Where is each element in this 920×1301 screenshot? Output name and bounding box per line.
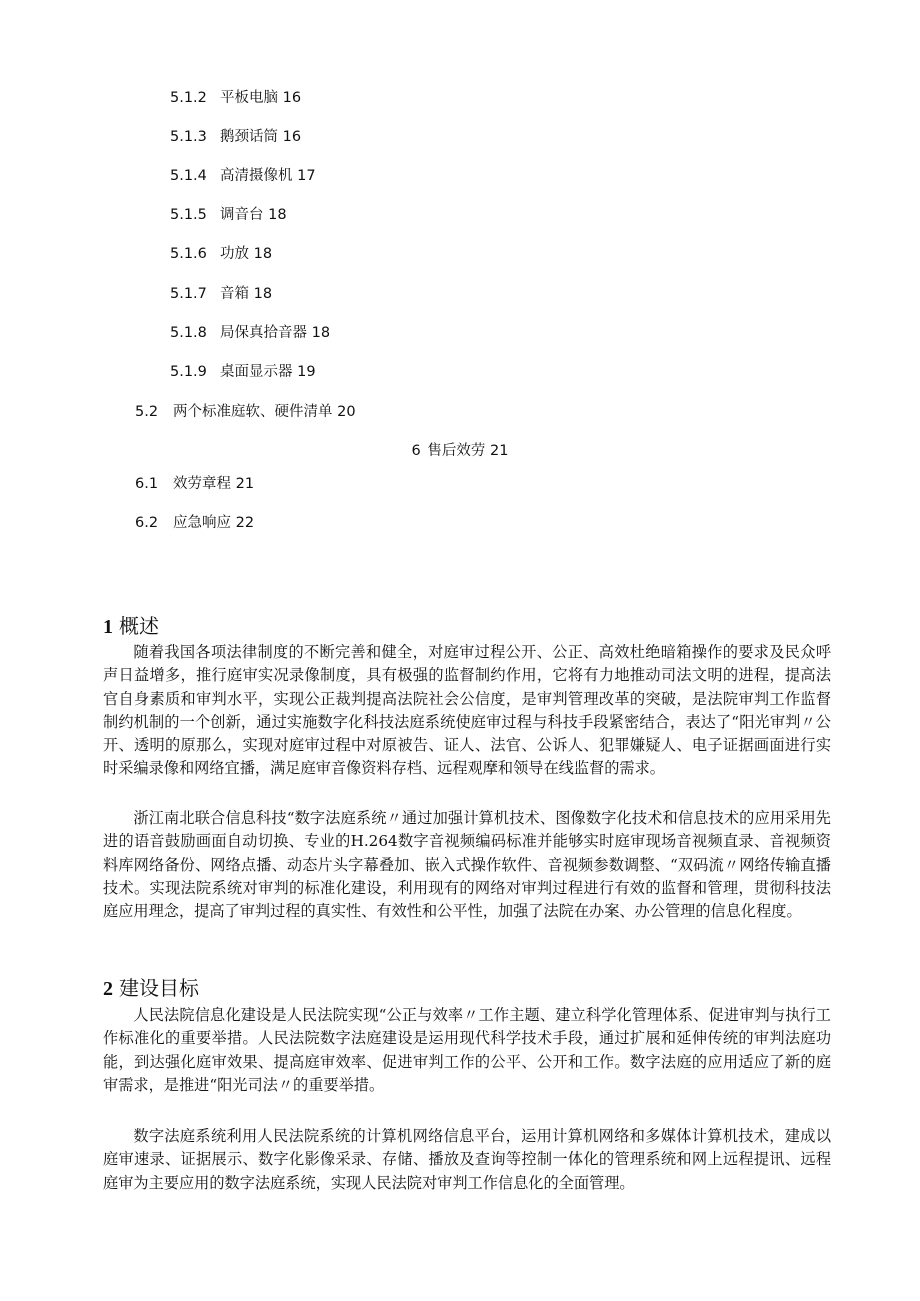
section-heading [103,975,199,1002]
toc-entry[interactable] [170,284,272,304]
toc-entry[interactable] [170,88,301,108]
toc-entry-number: 6.1 [135,476,159,492]
toc-entry-title: 高清摄像机 [220,168,293,184]
toc-entry-page: 22 [235,515,255,531]
section-heading [103,613,159,640]
toc-entry-title: 功放 [220,246,249,262]
toc-entry[interactable] [170,244,272,264]
toc-entry-number: 5.2 [135,404,159,420]
toc-entry[interactable] [170,362,316,382]
toc-entry-number: 5.1.3 [170,129,207,145]
toc-entry-title: 平板电脑 [220,90,278,106]
toc-entry-page: 21 [235,476,255,492]
body-paragraph: 浙江南北联合信息科技“数字法庭系统〃通过加强计算机技术、图像数字化技术和信息技术的应用采用先进的语音鼓励画面自动切换、专业的H.264数字音视频编码标准并能够实时庭审现场音视频直录、音视频资料库网络备份、网络点播、动态片头字幕叠加、嵌入式操作软件、音视频参数调整、“双码流〃网络传输直播技术。实现法院系统对审判的标准化建设，利用现有的网络对审判过程进行有效的监督和管理，贯彻科技法庭应用理念，提高了审判过程的真实性、有效性和公平性，加强了法院在办案、办公管理的信息化程度。 [103,809,831,921]
toc-entry-number: 5.1.4 [170,168,207,184]
toc-entry-page: 19 [297,364,316,380]
toc-entry-page: 18 [268,207,287,223]
toc-entry-title: 局保真拾音器 [220,325,307,341]
section-title: 建设目标 [119,976,199,1000]
toc-entry-number: 5.1.6 [170,246,207,262]
toc-entry-page: 17 [297,168,316,184]
toc-chapter-entry[interactable] [0,441,920,461]
toc-entry[interactable] [135,402,356,422]
toc-entry-number: 5.1.2 [170,90,207,106]
toc-entry-title: 调音台 [220,207,264,223]
toc-entry-number: 5.1.5 [170,207,207,223]
toc-entry-title: 桌面显示器 [220,364,293,380]
toc-entry-page: 16 [282,90,302,106]
toc-entry-page: 18 [253,246,273,262]
toc-entry[interactable] [135,513,254,533]
toc-entry[interactable] [170,205,287,225]
section-title: 概述 [119,614,159,638]
toc-entry[interactable] [135,474,254,494]
toc-entry-title: 鹅颈话筒 [220,129,278,145]
toc-entry-page: 16 [282,129,302,145]
toc-entry-page: 18 [253,286,273,302]
body-paragraph: 人民法院信息化建设是人民法院实现“公正与效率〃工作主题、建立科学化管理体系、促进审判与执行工作标准化的重要举措。人民法院数字法庭建设是运用现代科学技术手段，通过扩展和延伸传统的审判法庭功能，到达强化庭审效果、提高庭审效率、促进审判工作的公平、公开和工作。数字法庭的应用适应了新的庭审需求，是推进“阳光司法〃的重要举措。 [103,1006,831,1094]
toc-entry-title: 售后效劳 [427,443,486,459]
section-number: 1 [103,616,113,638]
toc-entry-title: 音箱 [220,286,249,302]
toc-entry-number: 5.1.8 [170,325,207,341]
toc-entry[interactable] [170,127,301,147]
toc-entry-number: 5.1.9 [170,364,207,380]
toc-entry-number: 5.1.7 [170,286,207,302]
section-number: 2 [103,978,113,1000]
body-paragraph: 数字法庭系统利用人民法院系统的计算机网络信息平台，运用计算机网络和多媒体计算机技术，建成以庭审速录、证据展示、数字化影像采录、存储、播放及查询等控制一体化的管理系统和网上远程提讯、远程庭审为主要应用的数字法庭系统，实现人民法院对审判工作信息化的全面管理。 [103,1127,831,1192]
toc-entry-number: 6 [411,443,421,459]
toc-entry-title: 效劳章程 [173,476,231,492]
toc-entry-title: 两个标准庭软、硬件清单 [173,404,333,420]
toc-entry-page: 20 [337,404,356,420]
body-paragraph: 随着我国各项法律制度的不断完善和健全，对庭审过程公开、公正、高效杜绝暗箱操作的要求及民众呼声日益增多，推行庭审实况录像制度，具有极强的监督制约作用，它将有力地推动司法文明的进程，提高法官自身素质和审判水平，实现公正裁判提高法院社会公信度，是审判管理改革的突破，是法院审判工作监督制约机制的一个创新，通过实施数字化科技法庭系统使庭审过程与科技手段紧密结合，表达了“阳光审判〃公开、透明的原那么，实现对庭审过程中对原被告、证人、法官、公诉人、犯罪嫌疑人、电子证据画面进行实时采编录像和网络宜播，满足庭审音像资料存档、远程观摩和领导在线监督的需求。 [103,643,831,778]
toc-entry-page: 21 [490,443,509,459]
toc-entry-page: 18 [311,325,331,341]
toc-entry[interactable] [170,166,316,186]
toc-entry-number: 6.2 [135,515,159,531]
toc-entry-title: 应急响应 [173,515,231,531]
toc-entry[interactable] [170,323,330,343]
